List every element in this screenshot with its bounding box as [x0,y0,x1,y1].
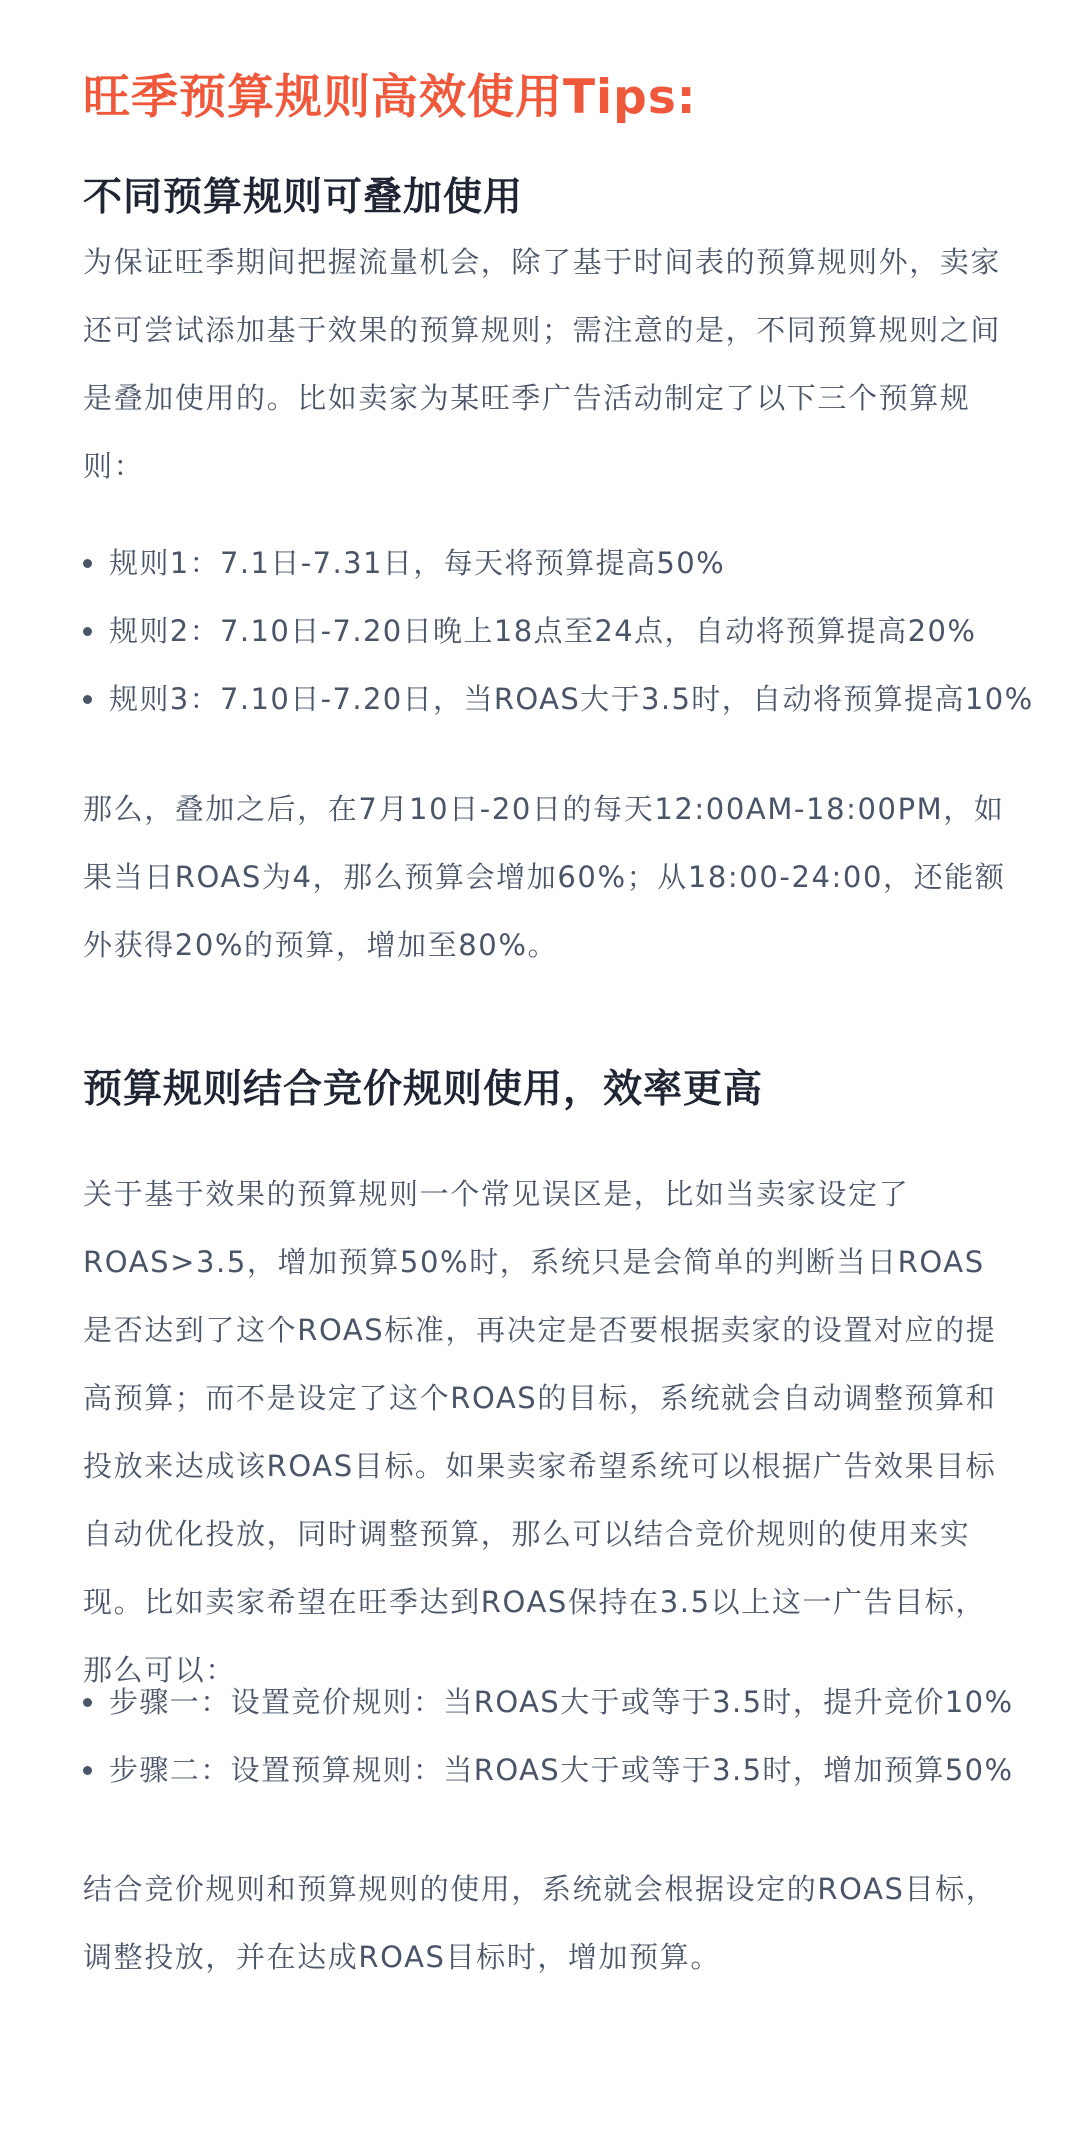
bullet-icon [83,1766,92,1775]
list-item [83,529,1013,597]
section2-intro-paragraph: 关于基于效果的预算规则一个常见误区是，比如当卖家设定了ROAS>3.5，增加预算50%时，系统只是会简单的判断当日ROAS是否达到了这个ROAS标准，再决定是否要根据卖家的设置对应的提高预算；而不是设定了这个ROAS的目标，系统就会自动调整预算和投放来达成该ROAS目标。如果卖家希望系统可以根据广告效果目标自动优化投放，同时调整预算，那么可以结合竞价规则的使用来实现。比如卖家希望在旺季达到ROAS保持在3.5以上这一广告目标，那么可以： [83,1177,997,1687]
setup-steps-list [83,1668,1013,1804]
list-item [83,665,1034,733]
section-heading-bid-rules: 预算规则结合竞价规则使用，效率更高 [83,1067,764,1112]
section2-conclusion-paragraph: 结合竞价规则和预算规则的使用，系统就会根据设定的ROAS目标，调整投放，并在达成ROAS目标时，增加预算。 [83,1872,997,1974]
bullet-icon [83,1698,92,1707]
section-heading-stacking: 不同预算规则可叠加使用 [83,175,524,220]
list-item [83,1668,1013,1736]
bullet-icon [83,695,92,704]
list-item [83,1736,1013,1804]
list-item [83,597,1013,665]
section1-intro-paragraph: 为保证旺季期间把握流量机会，除了基于时间表的预算规则外，卖家还可尝试添加基于效果的预算规则；需注意的是，不同预算规则之间是叠加使用的。比如卖家为某旺季广告活动制定了以下三个预算规则： [83,245,1002,483]
list-item-text: 规则1：7.1日-7.31日，每天将预算提高50% [109,546,726,580]
list-item-text: 步骤二：设置预算规则：当ROAS大于或等于3.5时，增加预算50% [109,1753,1014,1787]
bullet-icon [83,627,92,636]
bullet-icon [83,559,92,568]
list-item-text: 规则3：7.10日-7.20日，当ROAS大于3.5时，自动将预算提高10% [109,682,1034,716]
list-item-text: 步骤一：设置竞价规则：当ROAS大于或等于3.5时，提升竞价10% [109,1685,1014,1719]
list-item-text: 规则2：7.10日-7.20日晚上18点至24点，自动将预算提高20% [109,614,977,648]
page-title: 旺季预算规则高效使用Tips: [83,70,697,125]
budget-rules-list [83,529,1034,733]
section1-conclusion-paragraph: 那么，叠加之后，在7月10日-20日的每天12:00AM-18:00PM，如果当日ROAS为4，那么预算会增加60%；从18:00-24:00，还能额外获得20%的预算，增加至80%。 [83,792,1006,962]
